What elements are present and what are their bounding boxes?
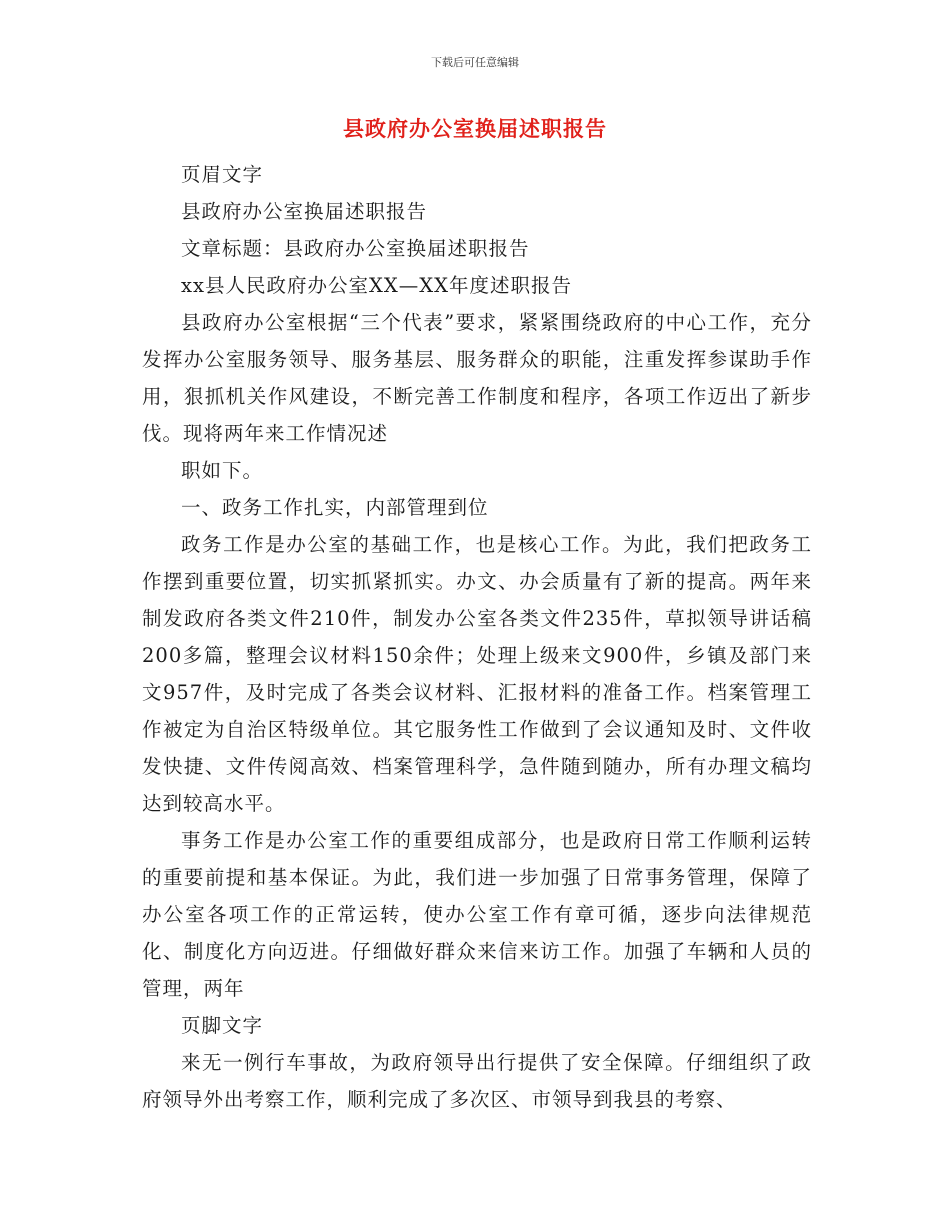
paragraph-header-text: 页眉文字 — [181, 163, 264, 186]
paragraph-article-title: 文章标题：县政府办公室换届述职报告 — [181, 237, 530, 260]
document-body — [142, 156, 812, 1118]
document-title: 县政府办公室换届述职报告 — [343, 116, 607, 141]
paragraph-intro: 县政府办公室根据“三个代表”要求，紧紧围绕政府的中心工作，充分发挥办公室服务领导、服务基层、服务群众的职能，注重发挥参谋助手作用，狠抓机关作风建设，不断完善工作制度和程序，各项工作迈出了新步伐。现将两年来工作情况述 — [142, 311, 812, 445]
section-heading-1: 一、政务工作扎实，内部管理到位 — [181, 496, 489, 519]
paragraph-report-subtitle: xx县人民政府办公室XX—XX年度述职报告 — [181, 274, 573, 297]
paragraph-footer-text: 页脚文字 — [181, 1014, 264, 1037]
paragraph-office-affairs: 事务工作是办公室工作的重要组成部分，也是政府日常工作顺利运转的重要前提和基本保证。为此，我们进一步加强了日常事务管理，保障了办公室各项工作的正常运转，使办公室工作有章可循，逐步向法律规范化、制度化方向迈进。仔细做好群众来信来访工作。加强了车辆和人员的管理，两年 — [142, 829, 812, 1000]
paragraph-intro-end: 职如下。 — [181, 459, 264, 482]
paragraph-government-affairs: 政务工作是办公室的基础工作，也是核心工作。为此，我们把政务工作摆到重要位置，切实抓紧抓实。办文、办会质量有了新的提高。两年来制发政府各类文件210件，制发办公室各类文件235件，草拟领导讲话稿200多篇，整理会议材料150余件；处理上级来文900件，乡镇及部门来文957件，及时完成了各类会议材料、汇报材料的准备工作。档案管理工作被定为自治区特级单位。其它服务性工作做到了会议通知及时、文件收发快捷、文件传阅高效、档案管理科学，急件随到随办，所有办理文稿均达到较高水平。 — [142, 533, 812, 815]
paragraph-continuation: 来无一例行车事故，为政府领导出行提供了安全保障。仔细组织了政府领导外出考察工作，顺利完成了多次区、市领导到我县的考察、 — [142, 1051, 812, 1111]
header-note: 下载后可任意编辑 — [431, 56, 519, 69]
paragraph-report-name: 县政府办公室换届述职报告 — [181, 200, 428, 223]
